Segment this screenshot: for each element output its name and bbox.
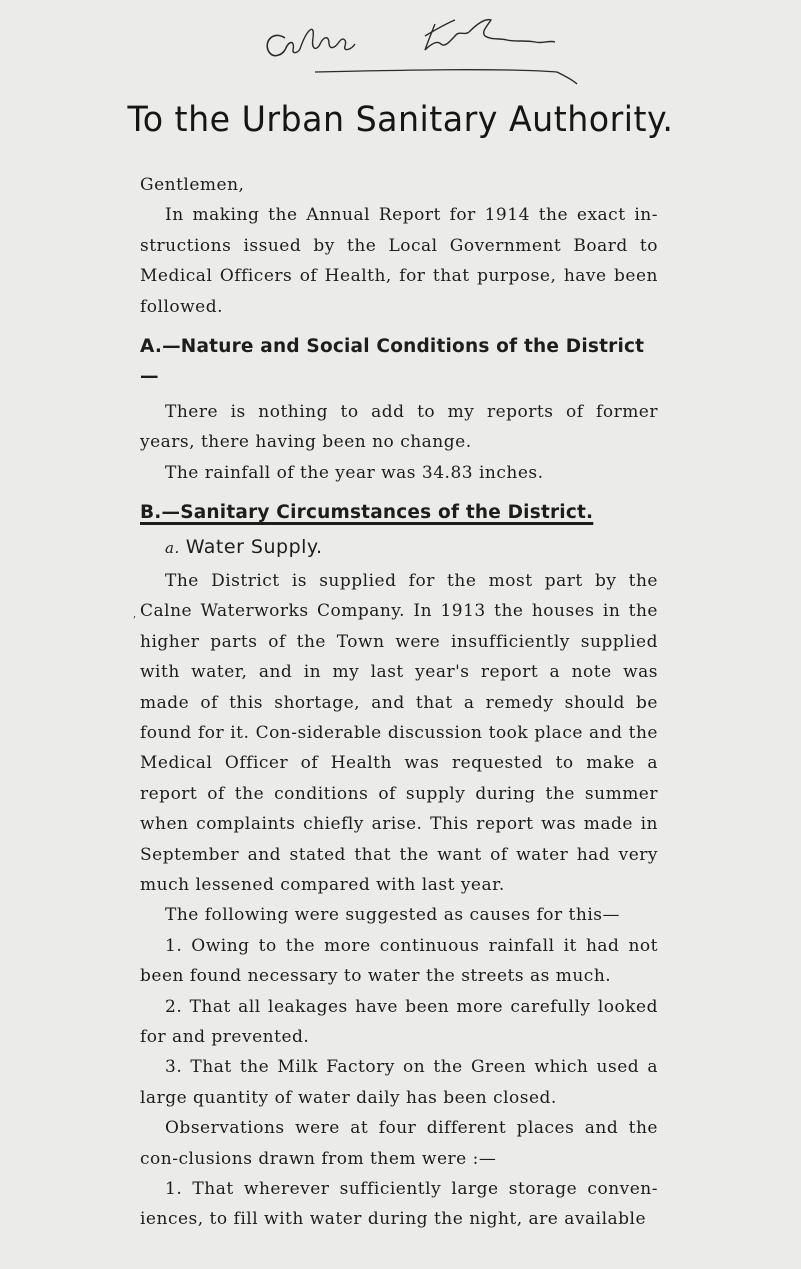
report-body (140, 170, 658, 1235)
cause-3: 3. That the Milk Factory on the Green which used a large quantity of water daily has been closed. (140, 1057, 658, 1108)
intro-paragraph: In making the Annual Report for 1914 the exact in-structions issued by the Local Government Board to Medical Officers of Health, for that purpose, have been followed. (140, 205, 658, 317)
causes-intro: The following were suggested as causes for this— (165, 905, 620, 926)
conclusion-1: 1. That wherever sufficiently large storage conven-iences, to fill with water during the night, are available (140, 1179, 658, 1230)
page-title: To the Urban Sanitary Authority. (127, 100, 674, 140)
margin-mark: , (133, 609, 137, 620)
salutation: Gentlemen, (140, 175, 245, 195)
subsection-letter: a. (165, 539, 180, 558)
subsection-title: Water Supply. (185, 536, 323, 559)
cause-2: 2. That all leakages have been more carefully looked for and prevented. (140, 996, 658, 1047)
handwritten-annotation (255, 10, 595, 100)
observations-paragraph: Observations were at four different places and the con-clusions drawn from them were :— (140, 1118, 658, 1169)
water-supply-paragraph: The District is supplied for the most part by the Calne Waterworks Company. In 1913 the houses in the higher parts of the Town were insufficiently supplied with water, and in my last year's report a note was made of this shortage, and that a remedy should be found for it. Con-siderable discussion took place and the Medical Officer of Health was requested to make a report of the conditions of supply during the summer when complaints chiefly arise. This report was made in September and stated that the want of water had very much lessened compared with last year. (140, 570, 658, 895)
section-b-heading: B.—Sanitary Circumstances of the District. (140, 502, 594, 524)
water-supply-heading (140, 532, 658, 563)
rainfall-paragraph: The rainfall of the year was 34.83 inches. (165, 462, 544, 483)
section-a-paragraph: There is nothing to add to my reports of former years, there having been no change. (140, 401, 658, 453)
cause-1: 1. Owing to the more continuous rainfall it had not been found necessary to water the streets as much. (140, 935, 658, 987)
section-a-heading: A.—Nature and Social Conditions of the District— (140, 336, 645, 388)
